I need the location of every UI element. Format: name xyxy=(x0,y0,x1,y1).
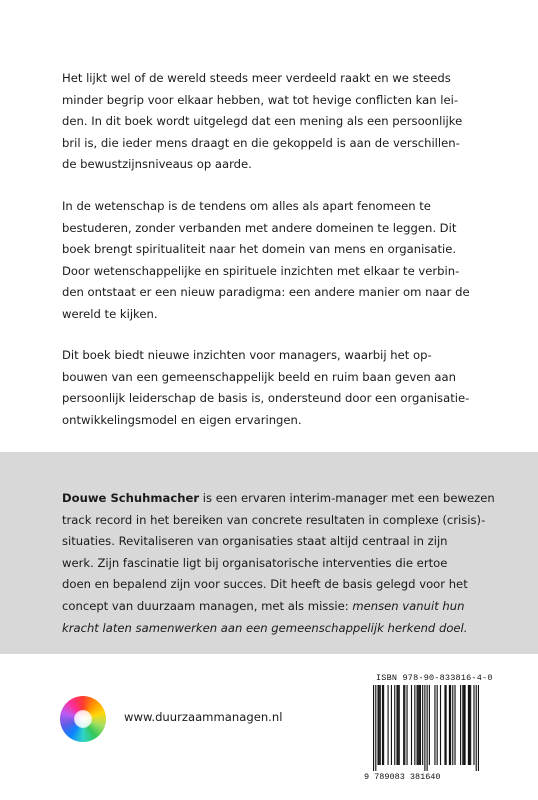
barcode-bar xyxy=(478,685,479,771)
color-wheel-logo-icon xyxy=(60,696,106,742)
bio-line xyxy=(62,596,476,618)
text-line: bouwen van een gemeenschappelijk beeld en ruim baan geven aan xyxy=(62,369,456,384)
barcode-bar xyxy=(398,685,399,765)
barcode-bars xyxy=(373,685,479,771)
barcode-bar xyxy=(450,685,451,765)
bio-text: is een ervaren interim-manager met een bewezen xyxy=(199,491,495,505)
barcode-bar xyxy=(418,685,419,765)
barcode-bar xyxy=(464,685,465,765)
bio-line xyxy=(62,488,495,510)
author-bio xyxy=(62,488,495,639)
barcode-bar xyxy=(406,685,407,765)
barcode-bar xyxy=(377,685,378,765)
barcode-bar xyxy=(468,685,469,765)
barcode-bar xyxy=(380,685,381,765)
barcode-bar xyxy=(427,685,428,771)
barcode-bar xyxy=(434,685,435,765)
barcode-bar xyxy=(470,685,471,765)
barcode-bar xyxy=(414,685,415,765)
mission-text: mensen vanuit hun xyxy=(352,598,465,613)
barcode-bar xyxy=(424,685,425,771)
barcode-bar xyxy=(469,685,470,765)
barcode-bar xyxy=(463,685,464,765)
barcode-bar xyxy=(422,685,423,765)
barcode-bar xyxy=(449,685,450,765)
bio-line: situaties. Revitaliseren van organisaties staat altijd centraal in zijn xyxy=(62,534,448,549)
intro-paragraph-3 xyxy=(62,345,476,431)
barcode-bar xyxy=(446,685,447,765)
barcode-bar xyxy=(454,685,455,765)
text-line: minder begrip voor elkaar hebben, wat tot hevige conflicten kan lei- xyxy=(62,92,459,107)
bio-line: werk. Zijn fascinatie ligt bij organisatorische interventies die ertoe xyxy=(62,555,448,570)
text-line: Het lijkt wel of de wereld steeds meer verdeeld raakt en we steeds xyxy=(62,71,451,85)
text-line: den. In dit boek wordt uitgelegd dat een mening als een persoonlijke xyxy=(62,114,463,129)
barcode-bar xyxy=(382,685,383,765)
text-line: de bewustzijnsniveaus op aarde. xyxy=(62,157,252,172)
text-line: boek brengt spiritualiteit naar het domein van mens en organisatie. xyxy=(62,242,457,257)
barcode-bar xyxy=(444,685,445,765)
text-line: bril is, die ieder mens draagt en die gekoppeld is aan de verschillen- xyxy=(62,135,460,150)
barcode-bar xyxy=(399,685,400,765)
barcode-bar xyxy=(411,685,412,765)
barcode-bar xyxy=(476,685,477,771)
barcode-bar xyxy=(420,685,421,765)
text-line: ontwikkelingsmodel en eigen ervaringen. xyxy=(62,412,302,427)
barcode-bar xyxy=(404,685,405,765)
text-line: bestuderen, zonder verbanden met andere domeinen te leggen. Dit xyxy=(62,220,457,235)
website-url: www.duurzaammanagen.nl xyxy=(124,710,283,724)
barcode-bar xyxy=(460,685,461,765)
text-line: Dit boek biedt nieuwe inzichten voor managers, waarbij het op- xyxy=(62,348,432,362)
isbn-label: ISBN 978-90-833816-4-0 xyxy=(376,673,493,683)
intro-paragraph-1 xyxy=(62,68,476,176)
barcode-bar xyxy=(440,685,441,765)
barcode-bar xyxy=(462,685,463,765)
barcode-bar xyxy=(375,685,376,771)
text-line: wereld te kijken. xyxy=(62,306,158,321)
barcode-bar xyxy=(473,685,474,765)
barcode-bar xyxy=(388,685,389,765)
mission-text: kracht laten samenwerken aan een gemeenschappelijk herkend doel. xyxy=(62,620,468,635)
isbn-barcode xyxy=(364,673,493,790)
text-line: Door wetenschappelijke en spirituele inzichten met elkaar te verbin- xyxy=(62,263,460,278)
text-line: In de wetenschap is de tendens om alles als apart fenomeen te xyxy=(62,199,431,213)
barcode-bar xyxy=(403,685,404,765)
barcode-bar xyxy=(394,685,395,765)
barcode-bar xyxy=(396,685,397,765)
intro-paragraph-2 xyxy=(62,196,476,326)
barcode-bar xyxy=(417,685,418,765)
barcode-bar xyxy=(437,685,438,765)
bio-line: doen en bepalend zijn voor succes. Dit heeft de basis gelegd voor het xyxy=(62,577,468,592)
barcode-bar xyxy=(419,685,420,765)
barcode-bar xyxy=(383,685,384,765)
author-name: Douwe Schuhmacher xyxy=(62,491,200,505)
text-line: den ontstaat er een nieuw paradigma: een andere manier om naar de xyxy=(62,285,470,300)
barcode-bar xyxy=(429,685,430,765)
ean-digits: 9 789083 381640 xyxy=(364,772,441,782)
barcode-bar xyxy=(373,685,374,771)
text-line: persoonlijk leiderschap de basis is, ondersteund door een organisatie- xyxy=(62,391,470,406)
barcode-bar xyxy=(452,685,453,765)
barcode-bar xyxy=(391,685,392,765)
bio-text: concept van duurzaam managen, met als missie: xyxy=(62,598,353,613)
bio-line: track record in het bereiken van concrete resultaten in complexe (crisis)- xyxy=(62,512,486,527)
barcode-bar xyxy=(379,685,380,765)
